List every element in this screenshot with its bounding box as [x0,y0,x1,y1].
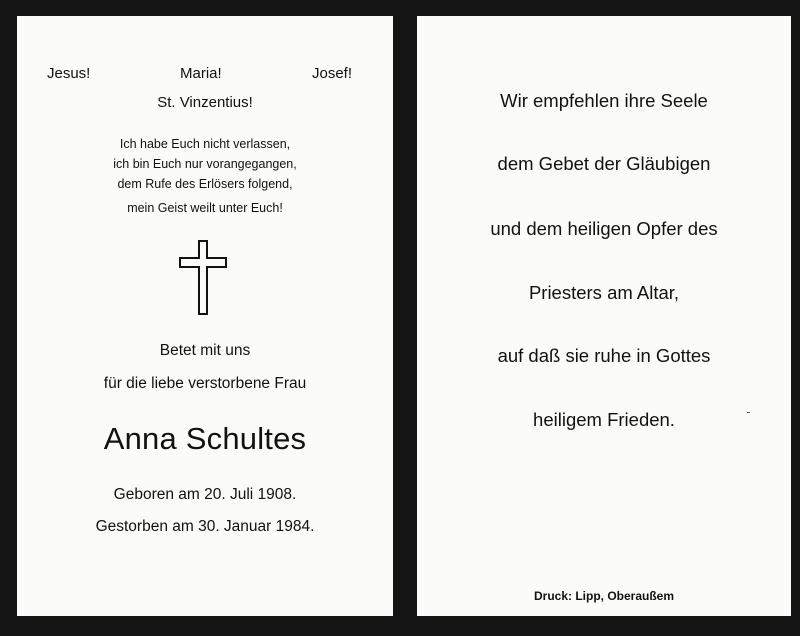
saint-invocation: St. Vinzentius! [157,94,253,111]
right-panel [417,16,791,616]
prayer-line-4: Priesters am Altar, [528,282,680,303]
prayer-line-5: auf daß sie ruhe in Gottes [497,345,711,366]
verse-line-4: mein Geist weilt unter Euch! [127,201,283,215]
verse-line-3: dem Rufe des Erlösers folgend, [117,177,293,191]
print-speck [747,412,750,413]
left-panel [17,16,393,616]
prayer-line-2: dem Gebet der Gläubigen [497,153,711,174]
prayer-line-3: und dem heiligen Opfer des [490,218,718,239]
death-date-line: Gestorben am 30. Januar 1984. [95,518,315,535]
invocation-jesus: Jesus! [47,65,91,82]
deceased-intro-line: für die liebe verstorbene Frau [103,375,307,392]
verse-line-1: Ich habe Euch nicht verlassen, [119,137,291,151]
latin-cross-icon [179,240,229,316]
invocation-maria: Maria! [180,65,222,82]
prayer-line-6: heiligem Frieden. [533,409,675,430]
verse-line-2: ich bin Euch nur vorangegangen, [113,157,297,171]
birth-date-line: Geboren am 20. Juli 1908. [113,486,297,503]
pray-line: Betet mit uns [159,342,251,359]
printer-credit: Druck: Lipp, Oberaußem [533,589,675,603]
invocation-josef: Josef! [312,65,353,82]
deceased-name: Anna Schultes [103,421,307,456]
prayer-line-1: Wir empfehlen ihre Seele [500,90,708,111]
